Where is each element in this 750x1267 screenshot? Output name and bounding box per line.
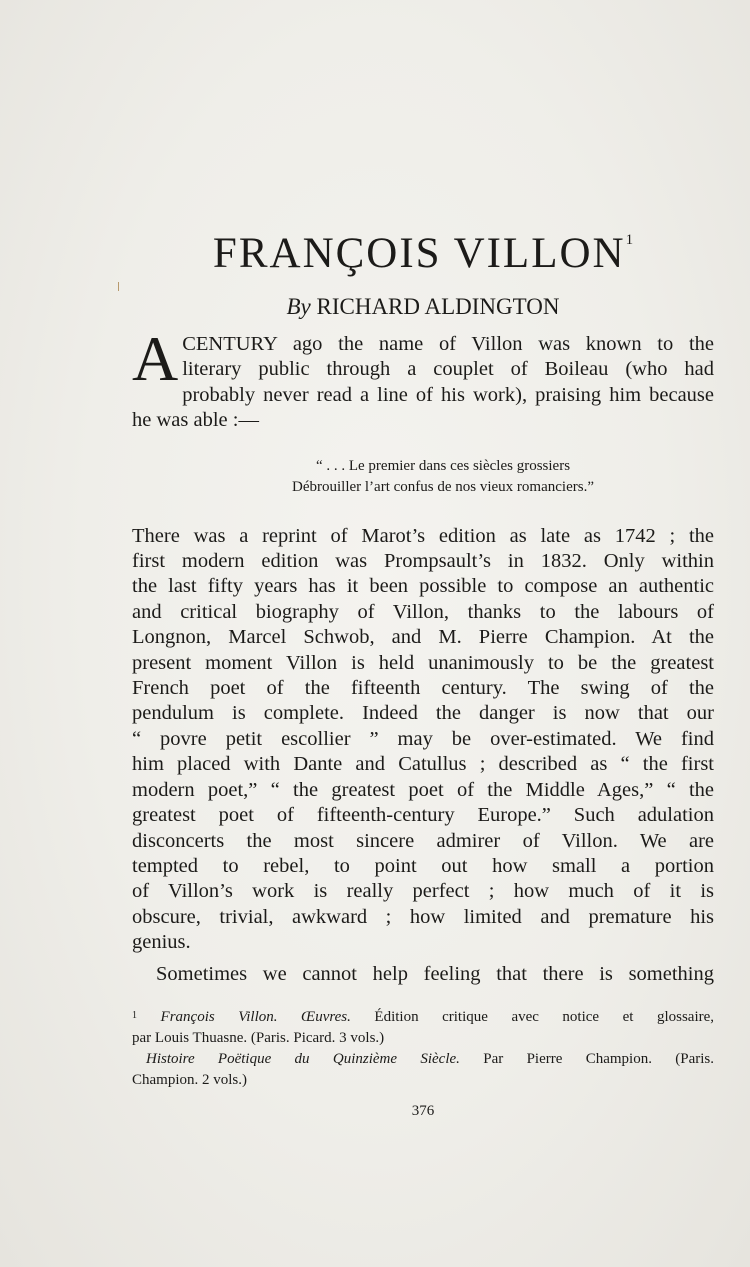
paragraph-line: first modern edition was Prompsault’s in 1832. Only within — [132, 550, 714, 573]
quotation-line: “ . . . Le premier dans ces siècles grossiers — [315, 457, 571, 474]
paragraph-line: Sometimes we cannot help feeling that there is something — [156, 962, 714, 985]
second-paragraph — [132, 962, 714, 987]
byline — [132, 290, 714, 324]
article-title — [132, 222, 714, 282]
paragraph-line: present moment Villon is held unanimously to be the greatest — [132, 651, 714, 674]
footnote-2 — [132, 1049, 714, 1091]
footnotes — [132, 1007, 714, 1091]
text-column — [132, 222, 714, 1120]
paragraph-line: There was a reprint of Marot’s edition as late as 1742 ; the — [132, 524, 714, 547]
paragraph-line: and critical biography of Villon, thanks to the labours of — [132, 600, 714, 623]
footnote-work-title: Histoire Poëtique du Quinzième Siècle. — [146, 1050, 460, 1067]
opening-paragraph — [132, 323, 714, 434]
opening-line: he was able :— — [132, 409, 259, 432]
byline-by: By — [286, 294, 311, 319]
paragraph-line: modern poet,” “ the greatest poet of the Middle Ages,” “ the — [132, 778, 714, 801]
paragraph-line: of Villon’s work is really perfect ; how much of it is — [132, 880, 714, 903]
paragraph-line: pendulum is complete. Indeed the danger is now that our — [132, 702, 714, 725]
byline-author: RICHARD ALDINGTON — [316, 294, 560, 319]
footnote-line — [132, 1007, 714, 1028]
footnote-line: Champion. 2 vols.) — [132, 1071, 247, 1088]
paragraph-line: French poet of the fifteenth century. The swing of the — [132, 677, 714, 700]
boileau-quotation — [172, 456, 714, 498]
footnote-text: Édition critique avec notice et glossaire, — [374, 1008, 715, 1025]
opening-line: literary public through a couplet of Boileau (who had — [182, 358, 714, 381]
footnote-marker: 1 — [132, 1009, 137, 1021]
footnote-work-title: François Villon. Œuvres. — [160, 1008, 351, 1025]
main-paragraph — [132, 524, 714, 956]
paragraph-line: the last fifty years has it been possible to compose an authentic — [132, 575, 714, 598]
paragraph-line: Longnon, Marcel Schwob, and M. Pierre Champion. At the — [132, 626, 714, 649]
paragraph-line: “ povre petit escollier ” may be over-estimated. We find — [132, 727, 714, 750]
footnote-line: par Louis Thuasne. (Paris. Picard. 3 vols.) — [132, 1029, 385, 1046]
paragraph-line: tempted to rebel, to point out how small a portion — [132, 854, 714, 877]
paragraph-line: genius. — [132, 931, 191, 954]
paragraph-line: him placed with Dante and Catullus ; described as “ the first — [132, 753, 714, 776]
paragraph-line: disconcerts the most sincere admirer of Villon. We are — [132, 829, 714, 852]
paragraph-line: greatest poet of fifteenth-century Europe.” Such adulation — [132, 804, 714, 827]
drop-cap: A — [132, 323, 179, 394]
article-title-text: FRANÇOIS VILLON — [212, 230, 626, 277]
footnote-text: Par Pierre Champion. (Paris. — [483, 1050, 715, 1067]
footnote-1 — [132, 1007, 714, 1049]
paragraph-line: obscure, trivial, awkward ; how limited and premature his — [132, 905, 714, 928]
quotation-line: Débrouiller l’art confus de nos vieux romanciers.” — [292, 478, 594, 495]
page-number: 376 — [411, 1102, 435, 1119]
footnote-line — [132, 1049, 714, 1070]
opening-line: CENTURY ago the name of Villon was known to the — [182, 333, 714, 355]
title-footnote-marker: 1 — [625, 232, 634, 248]
opening-line: probably never read a line of his work), praising him because — [182, 383, 714, 406]
paper-speck — [118, 282, 119, 291]
